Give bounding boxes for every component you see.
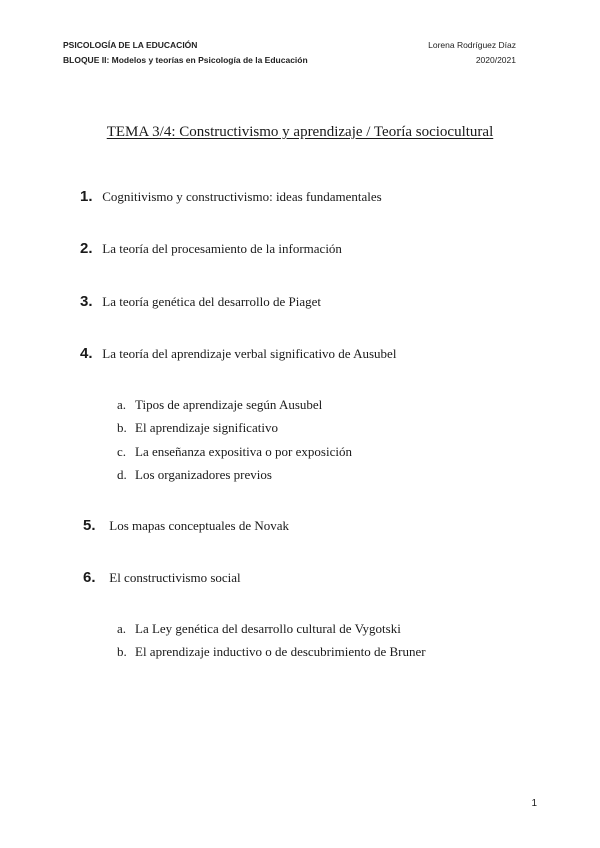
subsection-letter: d. — [117, 467, 127, 482]
section-text: El constructivismo social — [109, 570, 241, 585]
subsection-6a — [117, 621, 401, 637]
subsection-4c — [117, 444, 352, 460]
subsection-text: La Ley genética del desarrollo cultural de Vygotski — [135, 621, 401, 636]
section-text: Cognitivismo y constructivismo: ideas fundamentales — [102, 189, 382, 204]
subsection-letter: a. — [117, 621, 127, 636]
section-number: 3. — [80, 293, 93, 310]
section-text: La teoría del procesamiento de la información — [102, 241, 342, 256]
subsection-text: Los organizadores previos — [135, 467, 272, 482]
header-block: BLOQUE II: Modelos y teorías en Psicología de la Educación — [63, 55, 308, 65]
header-subject: PSICOLOGÍA DE LA EDUCACIÓN — [63, 40, 198, 50]
subsection-6b — [117, 644, 426, 660]
section-number: 4. — [80, 345, 93, 362]
section-1 — [80, 188, 382, 205]
section-number: 5. — [83, 517, 96, 534]
section-number: 1. — [80, 188, 93, 205]
subsection-letter: b. — [117, 420, 127, 435]
section-6 — [83, 569, 241, 586]
section-3 — [80, 293, 321, 310]
subsection-text: Tipos de aprendizaje según Ausubel — [135, 397, 323, 412]
section-number: 2. — [80, 240, 93, 257]
header-year: 2020/2021 — [475, 55, 516, 65]
header-author: Lorena Rodríguez Díaz — [428, 40, 516, 50]
subsection-text: El aprendizaje significativo — [135, 420, 278, 435]
section-text: La teoría genética del desarrollo de Piaget — [102, 294, 321, 309]
section-number: 6. — [83, 569, 96, 586]
subsection-4a — [117, 397, 322, 413]
subsection-letter: b. — [117, 644, 127, 659]
page-number: 1 — [531, 798, 537, 809]
subsection-4d — [117, 467, 272, 483]
subsection-4b — [117, 420, 278, 436]
section-text: La teoría del aprendizaje verbal significativo de Ausubel — [102, 346, 397, 361]
page-title: TEMA 3/4: Constructivismo y aprendizaje / Teoría sociocultural — [106, 124, 494, 140]
section-2 — [80, 240, 342, 257]
subsection-text: La enseñanza expositiva o por exposición — [135, 444, 352, 459]
subsection-letter: c. — [117, 444, 127, 459]
subsection-text: El aprendizaje inductivo o de descubrimiento de Bruner — [135, 644, 426, 659]
section-5 — [83, 517, 289, 534]
section-4 — [80, 345, 396, 362]
subsection-letter: a. — [117, 397, 127, 412]
section-text: Los mapas conceptuales de Novak — [109, 518, 290, 533]
